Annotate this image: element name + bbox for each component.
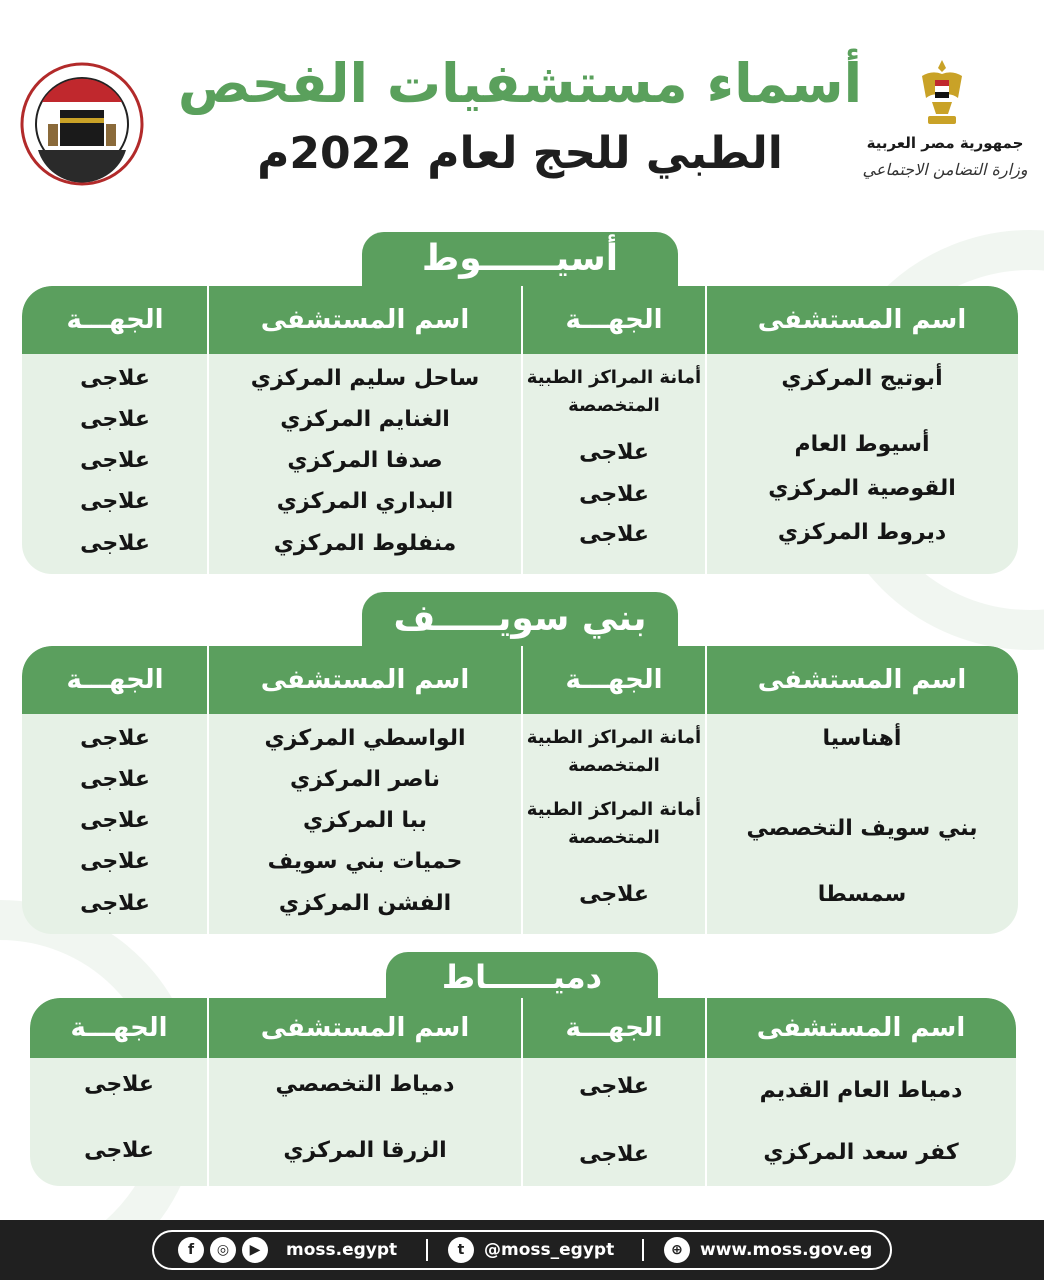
section-damietta — [22, 952, 1018, 1188]
entity-name: علاجى — [80, 808, 150, 833]
hospital-name: ببا المركزي — [302, 808, 428, 833]
column-header-hospital: اسم المستشفى — [260, 305, 470, 335]
hajj-foundation-logo — [20, 62, 144, 186]
entity-name: أمانة المراكز الطبية المتخصصة — [526, 799, 702, 848]
hospital-name: البداري المركزي — [276, 489, 454, 514]
entity-name: علاجى — [579, 440, 649, 465]
column-header-entity: الجهـــة — [70, 1013, 168, 1043]
ministry-name: وزارة التضامن الاجتماعي — [862, 160, 1028, 179]
column-header-hospital: اسم المستشفى — [260, 1013, 470, 1043]
hospital-name: ديروط المركزي — [777, 520, 947, 545]
column-header-hospital: اسم المستشفى — [260, 665, 470, 695]
page-subtitle: الطبي للحج لعام 2022م — [257, 128, 783, 179]
hospital-name: صدفا المركزي — [287, 448, 443, 473]
hospital-name: القوصية المركزي — [768, 476, 956, 501]
hospital-name: أسيوط العام — [794, 432, 930, 457]
hospital-name: دمياط العام القديم — [759, 1078, 963, 1103]
hospital-name: الغنايم المركزي — [280, 407, 450, 432]
entity-name: علاجى — [80, 849, 150, 874]
twitter-handle-link[interactable]: @moss_egypt — [484, 1240, 615, 1260]
hospital-name: بني سويف التخصصي — [746, 816, 978, 841]
footer-bar — [0, 1220, 1044, 1280]
entity-name: أمانة المراكز الطبية المتخصصة — [526, 367, 702, 416]
column-header-entity: الجهـــة — [565, 305, 663, 335]
section-asyut — [22, 232, 1018, 576]
hospital-name: الزرقا المركزي — [283, 1138, 447, 1163]
hospital-table — [22, 286, 1018, 574]
entity-name: علاجى — [80, 891, 150, 916]
entity-name: علاجى — [84, 1072, 154, 1097]
entity-name: علاجى — [80, 407, 150, 432]
column-header-entity: الجهـــة — [565, 1013, 663, 1043]
eagle-emblem-icon — [918, 58, 966, 128]
column-header-hospital: اسم المستشفى — [757, 665, 967, 695]
column-header-entity: الجهـــة — [66, 305, 164, 335]
entity-name: علاجى — [84, 1138, 154, 1163]
column-header-entity: الجهـــة — [66, 665, 164, 695]
website-link[interactable]: www.moss.gov.eg — [700, 1240, 873, 1260]
entity-name: علاجى — [579, 882, 649, 907]
hospital-name: منفلوط المركزي — [273, 531, 457, 556]
footer-divider — [642, 1239, 644, 1261]
entity-name: علاجى — [80, 726, 150, 751]
footer-divider — [426, 1239, 428, 1261]
hospital-name: أبوتيج المركزي — [781, 366, 943, 391]
entity-name: علاجى — [579, 1074, 649, 1099]
instagram-icon[interactable]: ◎ — [210, 1237, 236, 1263]
entity-name: علاجى — [579, 1142, 649, 1167]
section-title: بني سويـــــف — [362, 592, 678, 662]
entity-name: علاجى — [80, 767, 150, 792]
hospital-name: ناصر المركزي — [289, 767, 440, 792]
hospital-name: سمسطا — [817, 882, 907, 907]
entity-name: علاجى — [579, 522, 649, 547]
section-title: دميــــــاط — [386, 952, 658, 1016]
entity-name: علاجى — [579, 482, 649, 507]
page-title: أسماء مستشفيات الفحص — [177, 52, 863, 115]
youtube-icon[interactable]: ▶ — [242, 1237, 268, 1263]
government-name: جمهورية مصر العربية — [866, 134, 1024, 152]
entity-name: علاجى — [80, 366, 150, 391]
section-beni-suef — [22, 592, 1018, 936]
globe-icon[interactable]: ⊕ — [664, 1237, 690, 1263]
social-links-pill — [152, 1230, 892, 1270]
entity-name: علاجى — [80, 489, 150, 514]
entity-name: أمانة المراكز الطبية المتخصصة — [526, 727, 702, 776]
hospital-table — [30, 998, 1016, 1186]
hospital-name: الفشن المركزي — [278, 891, 452, 916]
hospital-name: كفر سعد المركزي — [763, 1140, 959, 1165]
hospital-table — [22, 646, 1018, 934]
column-header-hospital: اسم المستشفى — [757, 305, 967, 335]
twitter-icon[interactable]: t — [448, 1237, 474, 1263]
facebook-icon[interactable]: f — [178, 1237, 204, 1263]
entity-name: علاجى — [80, 531, 150, 556]
entity-name: علاجى — [80, 448, 150, 473]
hospital-name: حميات بني سويف — [267, 849, 463, 874]
hospital-name: ساحل سليم المركزي — [250, 366, 480, 391]
hospital-name: الواسطي المركزي — [264, 726, 466, 751]
section-title: أسيــــــوط — [362, 232, 678, 302]
hospital-name: أهناسيا — [822, 726, 902, 751]
hospital-name: دمياط التخصصي — [275, 1072, 455, 1097]
column-header-hospital: اسم المستشفى — [756, 1013, 966, 1043]
facebook-handle-link[interactable]: moss.egypt — [286, 1240, 398, 1260]
column-header-entity: الجهـــة — [565, 665, 663, 695]
